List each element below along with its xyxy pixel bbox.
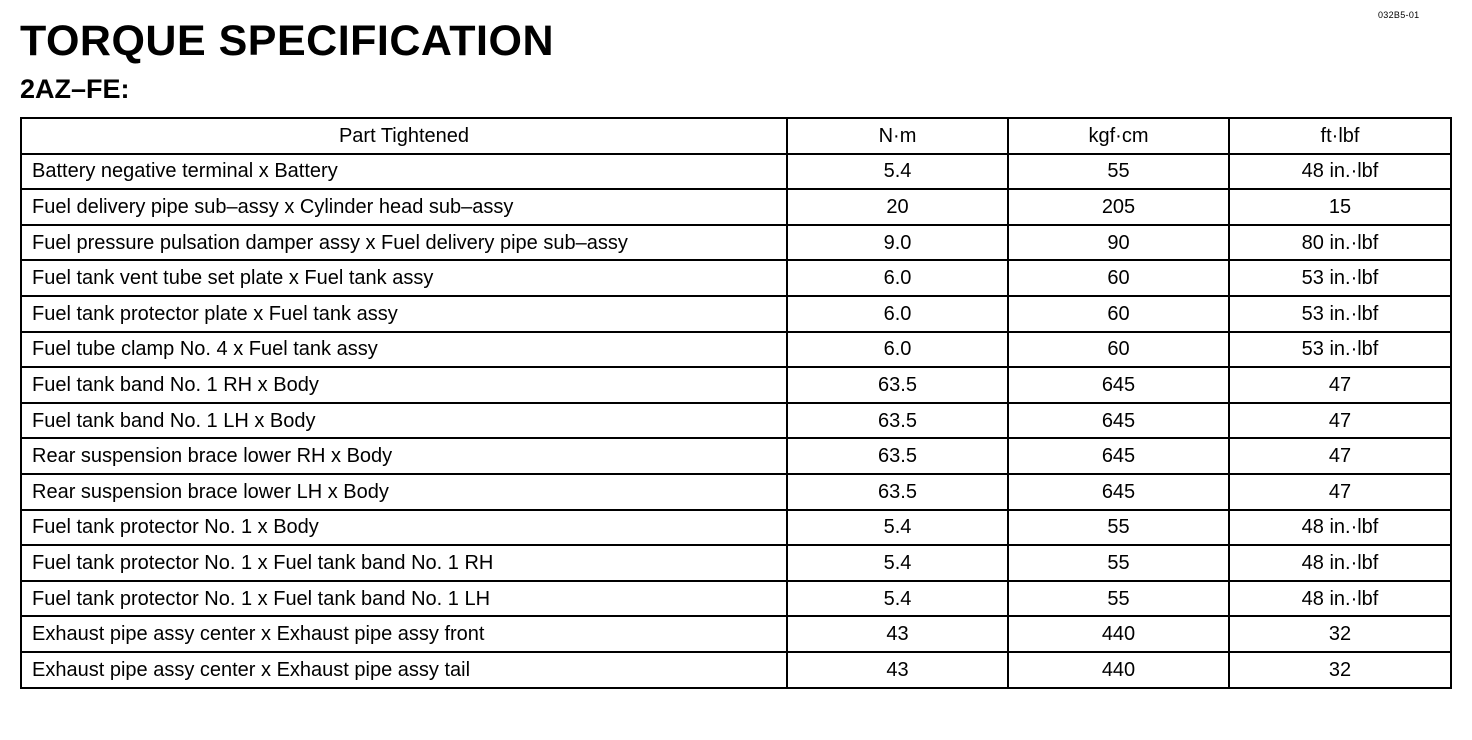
- ft-lbf-cell: 48 in.·lbf: [1229, 154, 1451, 190]
- ft-lbf-cell: 80 in.·lbf: [1229, 225, 1451, 261]
- kgf-cm-cell: 55: [1008, 581, 1229, 617]
- table-row: [21, 154, 1451, 190]
- table-row: [21, 474, 1451, 510]
- nm-cell: 5.4: [787, 154, 1008, 190]
- ft-lbf-cell: 48 in.·lbf: [1229, 510, 1451, 546]
- nm-cell: 63.5: [787, 367, 1008, 403]
- ft-lbf-cell: 53 in.·lbf: [1229, 332, 1451, 368]
- table-row: [21, 510, 1451, 546]
- part-cell: Rear suspension brace lower LH x Body: [21, 474, 787, 510]
- part-cell: Fuel tank protector No. 1 x Fuel tank band No. 1 LH: [21, 581, 787, 617]
- part-cell: Fuel pressure pulsation damper assy x Fuel delivery pipe sub–assy: [21, 225, 787, 261]
- torque-spec-table: [20, 117, 1452, 689]
- nm-cell: 6.0: [787, 332, 1008, 368]
- ft-lbf-cell: 47: [1229, 474, 1451, 510]
- part-cell: Battery negative terminal x Battery: [21, 154, 787, 190]
- part-cell: Exhaust pipe assy center x Exhaust pipe assy tail: [21, 652, 787, 688]
- kgf-cm-cell: 645: [1008, 403, 1229, 439]
- kgf-cm-cell: 60: [1008, 332, 1229, 368]
- nm-cell: 6.0: [787, 296, 1008, 332]
- header-part-tightened: Part Tightened: [21, 118, 787, 154]
- ft-lbf-cell: 47: [1229, 367, 1451, 403]
- part-cell: Fuel tank vent tube set plate x Fuel tank assy: [21, 260, 787, 296]
- part-cell: Fuel delivery pipe sub–assy x Cylinder head sub–assy: [21, 189, 787, 225]
- table-header-row: [21, 118, 1451, 154]
- ft-lbf-cell: 32: [1229, 616, 1451, 652]
- table-body: [21, 154, 1451, 688]
- kgf-cm-cell: 440: [1008, 652, 1229, 688]
- kgf-cm-cell: 55: [1008, 154, 1229, 190]
- part-cell: Fuel tank protector No. 1 x Body: [21, 510, 787, 546]
- nm-cell: 43: [787, 616, 1008, 652]
- ft-lbf-cell: 32: [1229, 652, 1451, 688]
- part-cell: Fuel tank protector plate x Fuel tank assy: [21, 296, 787, 332]
- kgf-cm-cell: 205: [1008, 189, 1229, 225]
- kgf-cm-cell: 90: [1008, 225, 1229, 261]
- nm-cell: 6.0: [787, 260, 1008, 296]
- table-row: [21, 438, 1451, 474]
- table-row: [21, 296, 1451, 332]
- kgf-cm-cell: 645: [1008, 367, 1229, 403]
- nm-cell: 63.5: [787, 474, 1008, 510]
- kgf-cm-cell: 55: [1008, 545, 1229, 581]
- nm-cell: 43: [787, 652, 1008, 688]
- table-row: [21, 189, 1451, 225]
- table-row: [21, 260, 1451, 296]
- table-row: [21, 225, 1451, 261]
- nm-cell: 63.5: [787, 438, 1008, 474]
- ft-lbf-cell: 15: [1229, 189, 1451, 225]
- kgf-cm-cell: 60: [1008, 260, 1229, 296]
- document-code: 032B5-01: [1378, 10, 1420, 20]
- part-cell: Exhaust pipe assy center x Exhaust pipe assy front: [21, 616, 787, 652]
- kgf-cm-cell: 55: [1008, 510, 1229, 546]
- table-row: [21, 367, 1451, 403]
- part-cell: Fuel tank protector No. 1 x Fuel tank band No. 1 RH: [21, 545, 787, 581]
- nm-cell: 20: [787, 189, 1008, 225]
- ft-lbf-cell: 48 in.·lbf: [1229, 581, 1451, 617]
- nm-cell: 9.0: [787, 225, 1008, 261]
- table-row: [21, 616, 1451, 652]
- nm-cell: 5.4: [787, 581, 1008, 617]
- ft-lbf-cell: 47: [1229, 403, 1451, 439]
- table-row: [21, 332, 1451, 368]
- part-cell: Fuel tube clamp No. 4 x Fuel tank assy: [21, 332, 787, 368]
- engine-subtitle: 2AZ–FE:: [20, 74, 130, 104]
- nm-cell: 5.4: [787, 545, 1008, 581]
- kgf-cm-cell: 645: [1008, 474, 1229, 510]
- part-cell: Fuel tank band No. 1 LH x Body: [21, 403, 787, 439]
- kgf-cm-cell: 60: [1008, 296, 1229, 332]
- part-cell: Fuel tank band No. 1 RH x Body: [21, 367, 787, 403]
- ft-lbf-cell: 53 in.·lbf: [1229, 296, 1451, 332]
- page-title: TORQUE SPECIFICATION: [20, 17, 554, 65]
- kgf-cm-cell: 645: [1008, 438, 1229, 474]
- kgf-cm-cell: 440: [1008, 616, 1229, 652]
- nm-cell: 5.4: [787, 510, 1008, 546]
- header-kgf-cm: kgf·cm: [1008, 118, 1229, 154]
- table-row: [21, 403, 1451, 439]
- ft-lbf-cell: 53 in.·lbf: [1229, 260, 1451, 296]
- table-row: [21, 545, 1451, 581]
- header-ft-lbf: ft·lbf: [1229, 118, 1451, 154]
- table-row: [21, 581, 1451, 617]
- ft-lbf-cell: 48 in.·lbf: [1229, 545, 1451, 581]
- part-cell: Rear suspension brace lower RH x Body: [21, 438, 787, 474]
- table-row: [21, 652, 1451, 688]
- ft-lbf-cell: 47: [1229, 438, 1451, 474]
- header-nm: N·m: [787, 118, 1008, 154]
- nm-cell: 63.5: [787, 403, 1008, 439]
